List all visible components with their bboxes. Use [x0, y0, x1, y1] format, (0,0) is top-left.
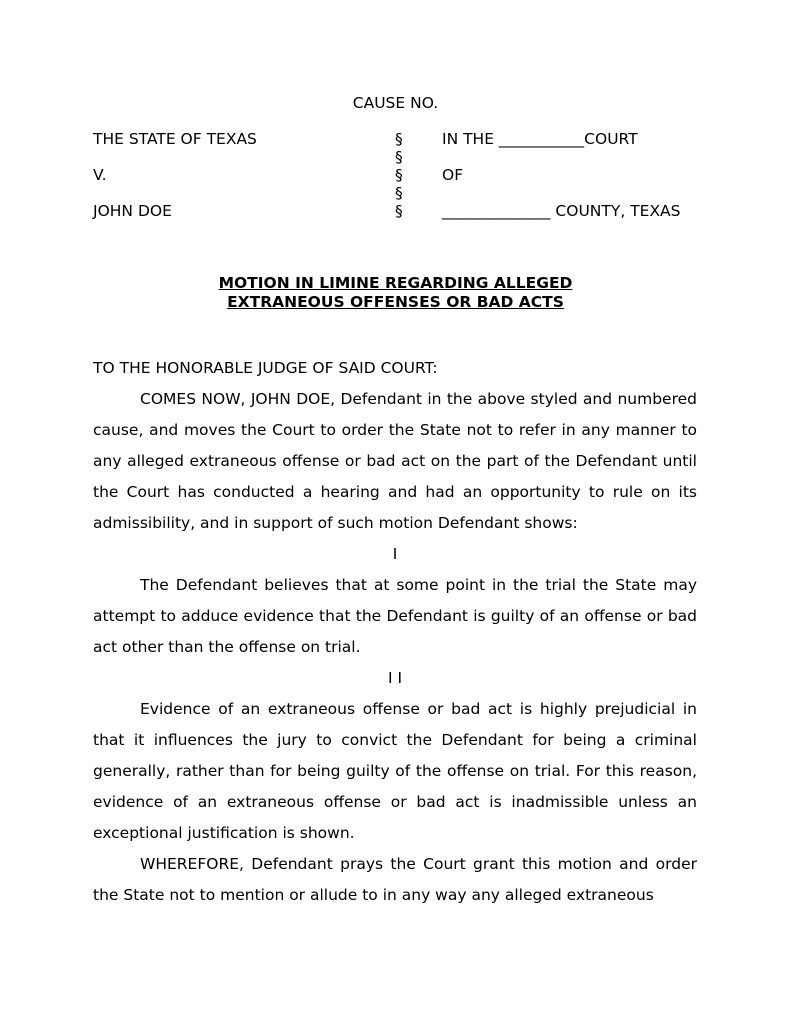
- section-mark: §: [395, 130, 403, 148]
- section-heading-2: I I: [387, 669, 403, 687]
- document-body: [93, 384, 697, 911]
- caption-versus: V.: [93, 166, 107, 184]
- paragraph-2: Evidence of an extraneous offense or bad act is highly prejudicial in that it influences the jury to convict the Defendant for being a criminal generally, rather than for being guilty of the offense on trial. For this reason, evidence of an extraneous offense or bad act is inadmissible unless an exceptional justification is shown.: [93, 700, 697, 842]
- caption-party-state: THE STATE OF TEXAS: [93, 130, 257, 148]
- salutation: TO THE HONORABLE JUDGE OF SAID COURT:: [93, 359, 438, 377]
- document-title: [0, 274, 791, 312]
- cause-number: CAUSE NO.: [352, 94, 439, 112]
- caption-court: IN THE ___________COURT: [442, 130, 638, 148]
- caption-of: OF: [442, 166, 464, 184]
- section-mark: §: [395, 166, 403, 184]
- section-mark: §: [395, 148, 403, 166]
- paragraph-1: The Defendant believes that at some point in the trial the State may attempt to adduce evidence that the Defendant is guilty of an offense or bad act other than the offense on trial.: [93, 576, 697, 656]
- section-mark: §: [395, 202, 403, 220]
- title-line-2: EXTRANEOUS OFFENSES OR BAD ACTS: [227, 293, 564, 311]
- title-line-1: MOTION IN LIMINE REGARDING ALLEGED: [218, 274, 573, 292]
- section-heading-1: I: [392, 545, 398, 563]
- paragraph-3: WHEREFORE, Defendant prays the Court grant this motion and order the State not to mention or allude to in any way any alleged extraneous: [93, 855, 697, 904]
- caption-county: ______________ COUNTY, TEXAS: [442, 202, 681, 220]
- caption-party-defendant: JOHN DOE: [93, 202, 172, 220]
- intro-paragraph: COMES NOW, JOHN DOE, Defendant in the above styled and numbered cause, and moves the Court to order the State not to refer in any manner to any alleged extraneous offense or bad act on the part of the Defendant until the Court has conducted a hearing and had an opportunity to rule on its admissibility, and in support of such motion Defendant shows:: [93, 390, 697, 532]
- section-mark: §: [395, 184, 403, 202]
